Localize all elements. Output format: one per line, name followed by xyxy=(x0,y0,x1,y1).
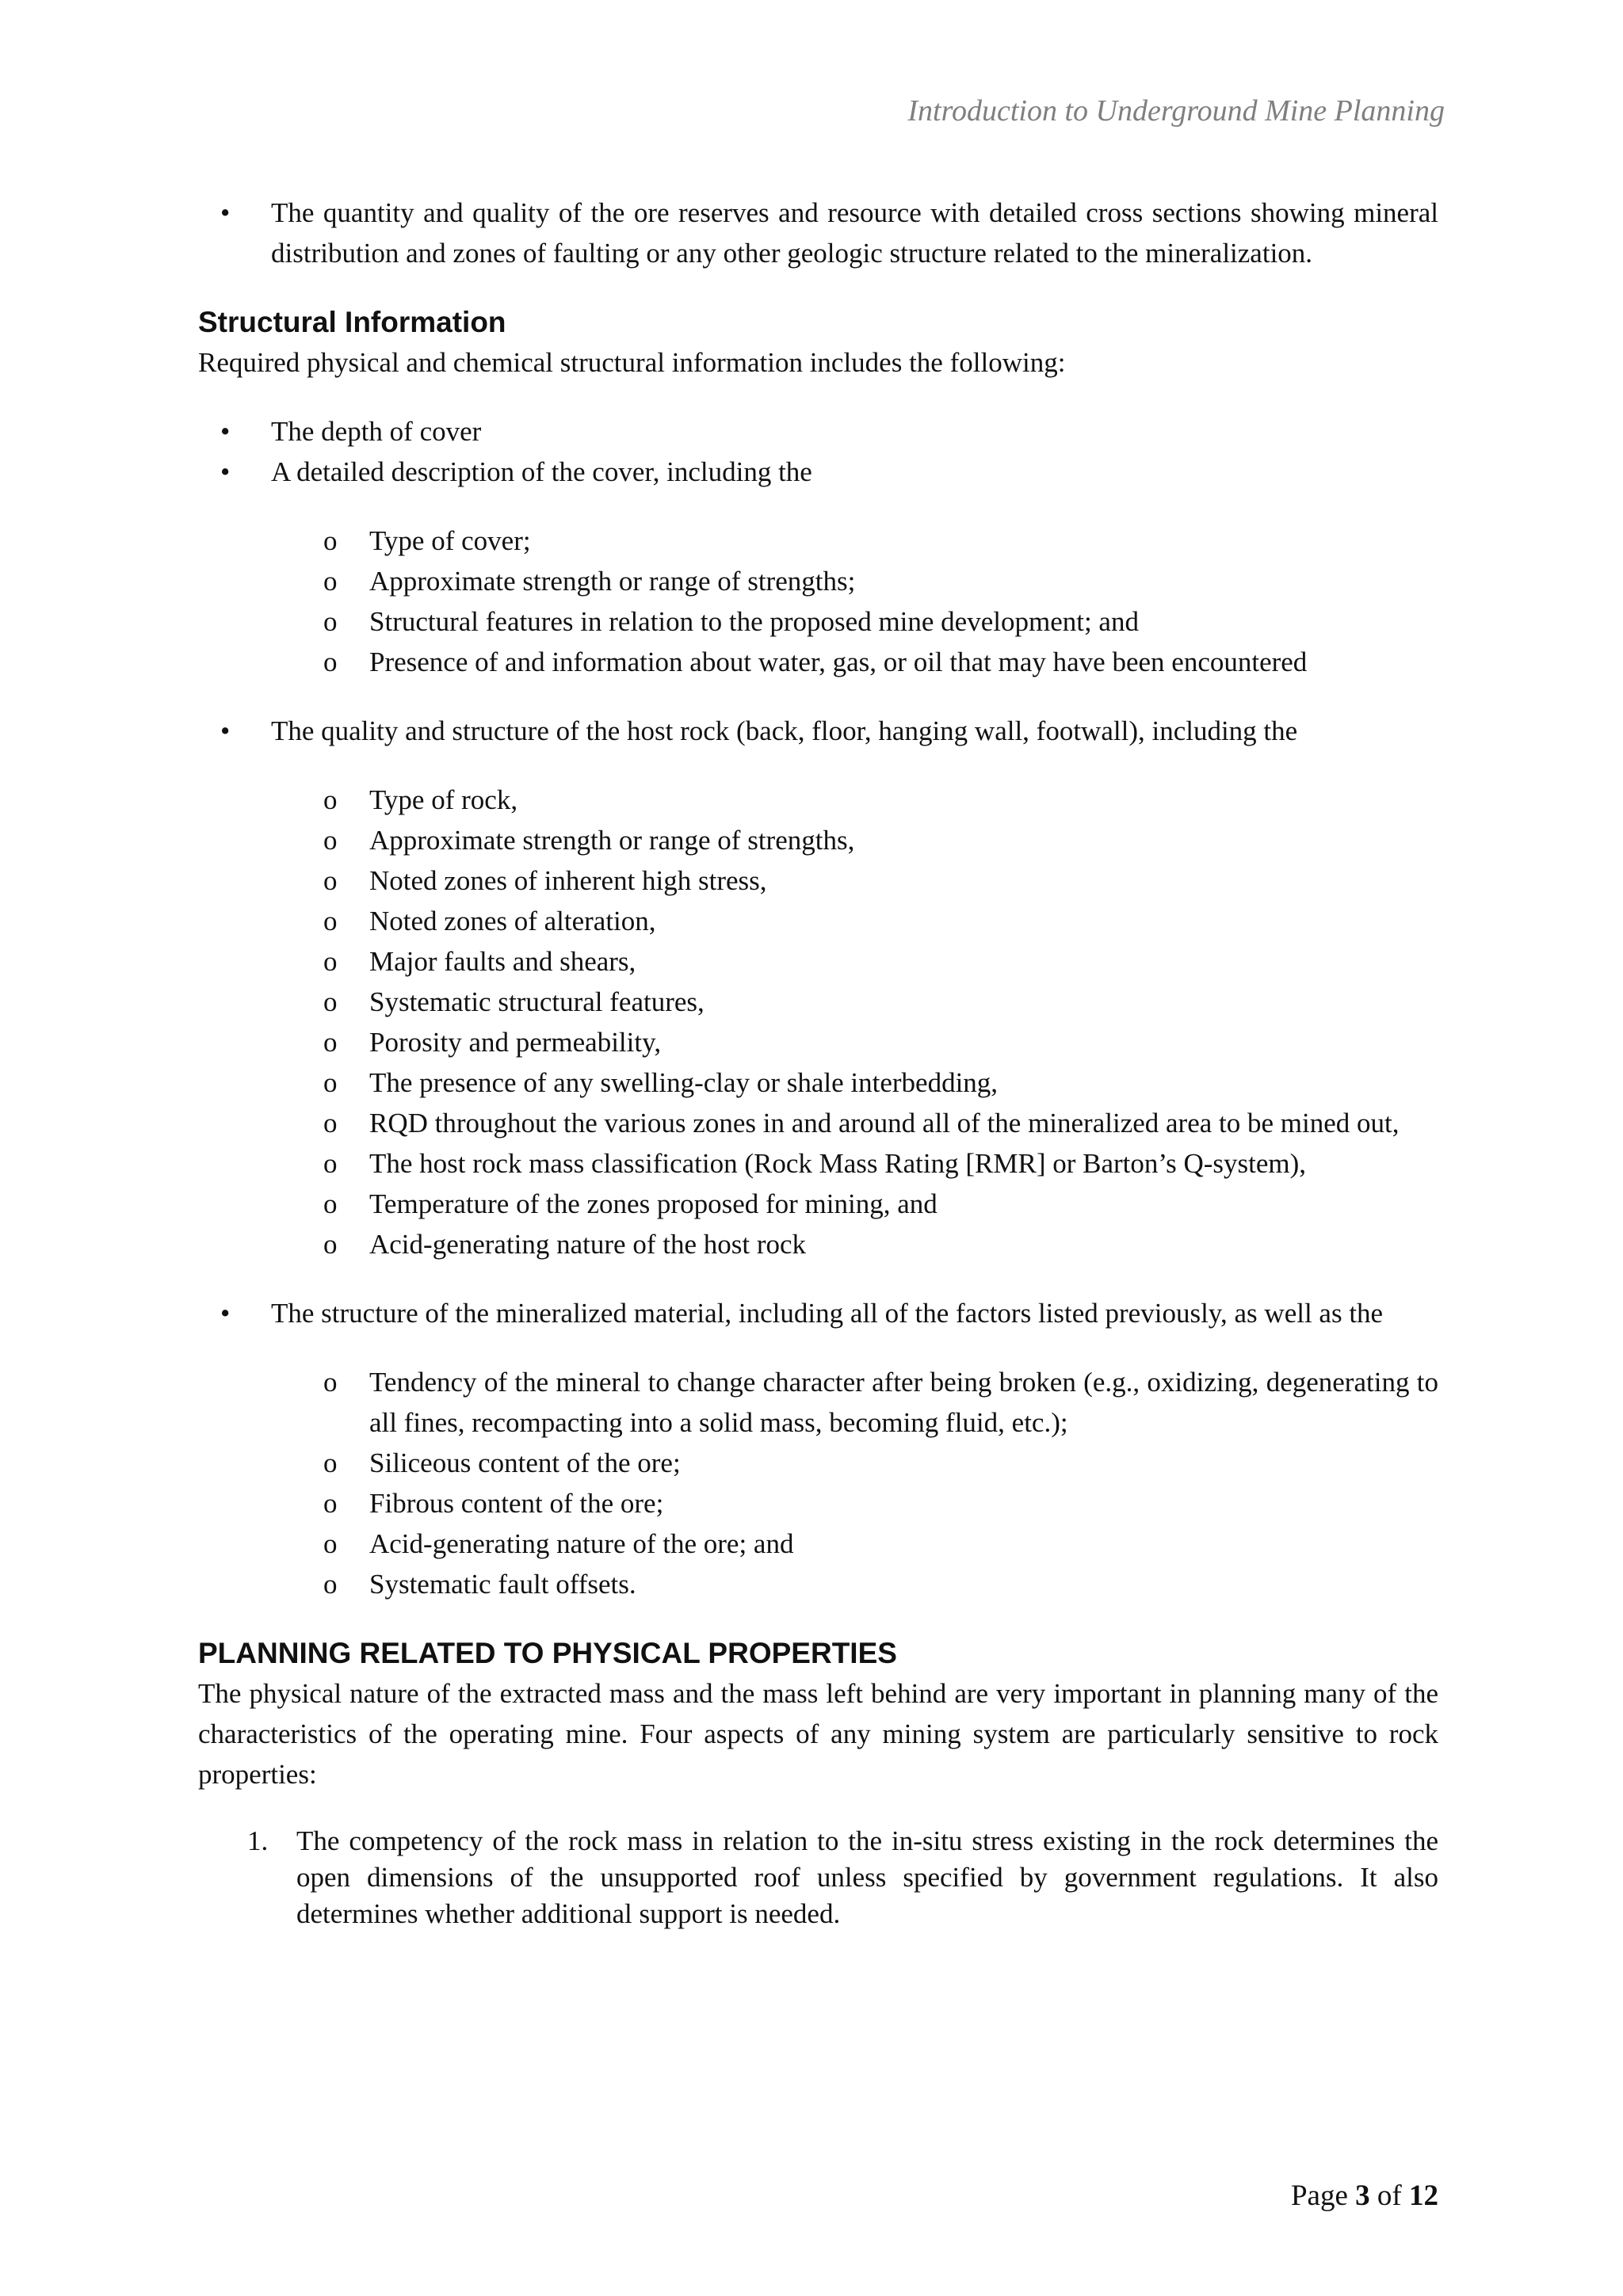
mineral-sublist xyxy=(198,1362,1438,1604)
sublist-item-text: Approximate strength or range of strengths, xyxy=(369,825,855,856)
numbered-item xyxy=(198,1823,1438,1932)
section-heading-planning: PLANNING RELATED TO PHYSICAL PROPERTIES xyxy=(198,1637,897,1669)
sublist-item-text: Approximate strength or range of strengths; xyxy=(369,566,856,597)
sublist-item xyxy=(198,820,1438,860)
sublist-item-text: Temperature of the zones proposed for mining, and xyxy=(369,1188,938,1219)
circle-bullet-icon: o xyxy=(323,946,338,977)
cover-sublist xyxy=(198,521,1438,682)
circle-bullet-icon: o xyxy=(323,646,338,677)
list-item xyxy=(198,193,1438,273)
circle-bullet-icon: o xyxy=(323,1447,338,1478)
sublist-item xyxy=(198,1062,1438,1103)
page-footer xyxy=(1291,2179,1438,2213)
sublist-item-text: Fibrous content of the ore; xyxy=(369,1488,664,1519)
sublist-item-text: The host rock mass classification (Rock Mass Rating [RMR] or Barton’s Q-system), xyxy=(369,1148,1307,1179)
sublist-item xyxy=(198,1184,1438,1224)
sublist-item xyxy=(198,521,1438,561)
circle-bullet-icon: o xyxy=(323,1488,338,1519)
sublist-item-text: Noted zones of inherent high stress, xyxy=(369,865,767,896)
structural-intro: Required physical and chemical structural information includes the following: xyxy=(198,347,1066,378)
planning-paragraph: The physical nature of the extracted mass and the mass left behind are very important in planning many of the characteristics of the operating mine. Four aspects of any mining system are particularly sensitive to rock properties: xyxy=(198,1678,1438,1790)
sublist-item xyxy=(198,601,1438,642)
circle-bullet-icon: o xyxy=(323,784,338,815)
circle-bullet-icon: o xyxy=(323,1027,338,1058)
sublist-item-text: Presence of and information about water, gas, or oil that may have been encountered xyxy=(369,646,1308,677)
circle-bullet-icon: o xyxy=(323,825,338,856)
list-item-text: The quality and structure of the host rock (back, floor, hanging wall, footwall), including the xyxy=(271,715,1298,746)
bullet-icon: • xyxy=(220,456,231,487)
list-item-text: The structure of the mineralized material, including all of the factors listed previously, as well as the xyxy=(271,1298,1384,1329)
page-total: 12 xyxy=(1409,2180,1438,2212)
mineral-bullet-list xyxy=(198,1293,1438,1333)
sublist-item xyxy=(198,1564,1438,1604)
list-item xyxy=(198,1293,1438,1333)
circle-bullet-icon: o xyxy=(323,1367,338,1398)
circle-bullet-icon: o xyxy=(323,566,338,597)
sublist-item-text: Tendency of the mineral to change character after being broken (e.g., oxidizing, degenerating to all fines, recompacting into a solid mass, becoming fluid, etc.); xyxy=(369,1367,1438,1438)
sublist-item-text: Acid-generating nature of the ore; and xyxy=(369,1528,794,1559)
sublist-item xyxy=(198,642,1438,682)
list-item-text: The depth of cover xyxy=(271,416,482,447)
sublist-item xyxy=(198,941,1438,982)
list-item xyxy=(198,452,1438,492)
circle-bullet-icon: o xyxy=(323,1148,338,1179)
numbered-list xyxy=(198,1823,1438,1932)
sublist-item-text: The presence of any swelling-clay or shale interbedding, xyxy=(369,1067,999,1098)
sublist-item xyxy=(198,1362,1438,1443)
sublist-item xyxy=(198,561,1438,601)
circle-bullet-icon: o xyxy=(323,525,338,556)
circle-bullet-icon: o xyxy=(323,1569,338,1600)
item-number: 1. xyxy=(247,1825,269,1856)
circle-bullet-icon: o xyxy=(323,986,338,1017)
sublist-item-text: Type of cover; xyxy=(369,525,531,556)
circle-bullet-icon: o xyxy=(323,865,338,896)
circle-bullet-icon: o xyxy=(323,1229,338,1260)
bullet-icon: • xyxy=(220,416,231,447)
list-item xyxy=(198,711,1438,751)
sublist-item-text: Structural features in relation to the proposed mine development; and xyxy=(369,606,1139,637)
bullet-icon: • xyxy=(220,715,231,746)
sublist-item-text: Major faults and shears, xyxy=(369,946,636,977)
page-current: 3 xyxy=(1355,2180,1370,2212)
circle-bullet-icon: o xyxy=(323,1067,338,1098)
list-item-text: A detailed description of the cover, including the xyxy=(271,456,812,487)
sublist-item xyxy=(198,1224,1438,1264)
sublist-item-text: RQD throughout the various zones in and around all of the mineralized area to be mined out, xyxy=(369,1108,1400,1138)
structural-bullet-list xyxy=(198,411,1438,492)
running-header: Introduction to Underground Mine Planning xyxy=(907,94,1445,128)
list-item xyxy=(198,411,1438,452)
section-heading-structural: Structural Information xyxy=(198,306,506,338)
circle-bullet-icon: o xyxy=(323,1528,338,1559)
sublist-item-text: Systematic structural features, xyxy=(369,986,705,1017)
bullet-icon: • xyxy=(220,1298,231,1329)
page-of: of xyxy=(1377,2180,1402,2212)
list-item-text: The quantity and quality of the ore reserves and resource with detailed cross sections showing mineral distribution and zones of faulting or any other geologic structure related to the mineralization. xyxy=(271,197,1438,269)
sublist-item xyxy=(198,901,1438,941)
sublist-item xyxy=(198,1022,1438,1062)
circle-bullet-icon: o xyxy=(323,1188,338,1219)
circle-bullet-icon: o xyxy=(323,606,338,637)
sublist-item xyxy=(198,1443,1438,1483)
page-content xyxy=(198,193,1438,1932)
sublist-item-text: Noted zones of alteration, xyxy=(369,906,656,936)
sublist-item-text: Systematic fault offsets. xyxy=(369,1569,636,1600)
circle-bullet-icon: o xyxy=(323,1108,338,1138)
bullet-icon: • xyxy=(220,197,231,228)
page-prefix: Page xyxy=(1290,2180,1348,2212)
sublist-item-text: Type of rock, xyxy=(369,784,518,815)
sublist-item xyxy=(198,1143,1438,1184)
host-bullet-list xyxy=(198,711,1438,751)
sublist-item xyxy=(198,1524,1438,1564)
sublist-item-text: Siliceous content of the ore; xyxy=(369,1447,681,1478)
sublist-item xyxy=(198,982,1438,1022)
sublist-item xyxy=(198,860,1438,901)
sublist-item xyxy=(198,1483,1438,1524)
sublist-item xyxy=(198,780,1438,820)
circle-bullet-icon: o xyxy=(323,906,338,936)
sublist-item xyxy=(198,1103,1438,1143)
numbered-item-text: The competency of the rock mass in relation to the in-situ stress existing in the rock determines the open dimensions of the unsupported roof unless specified by government regulations. It also determines whether additional support is needed. xyxy=(296,1825,1438,1929)
sublist-item-text: Acid-generating nature of the host rock xyxy=(369,1229,807,1260)
sublist-item-text: Porosity and permeability, xyxy=(369,1027,662,1058)
host-sublist xyxy=(198,780,1438,1264)
intro-bullet-list xyxy=(198,193,1438,273)
